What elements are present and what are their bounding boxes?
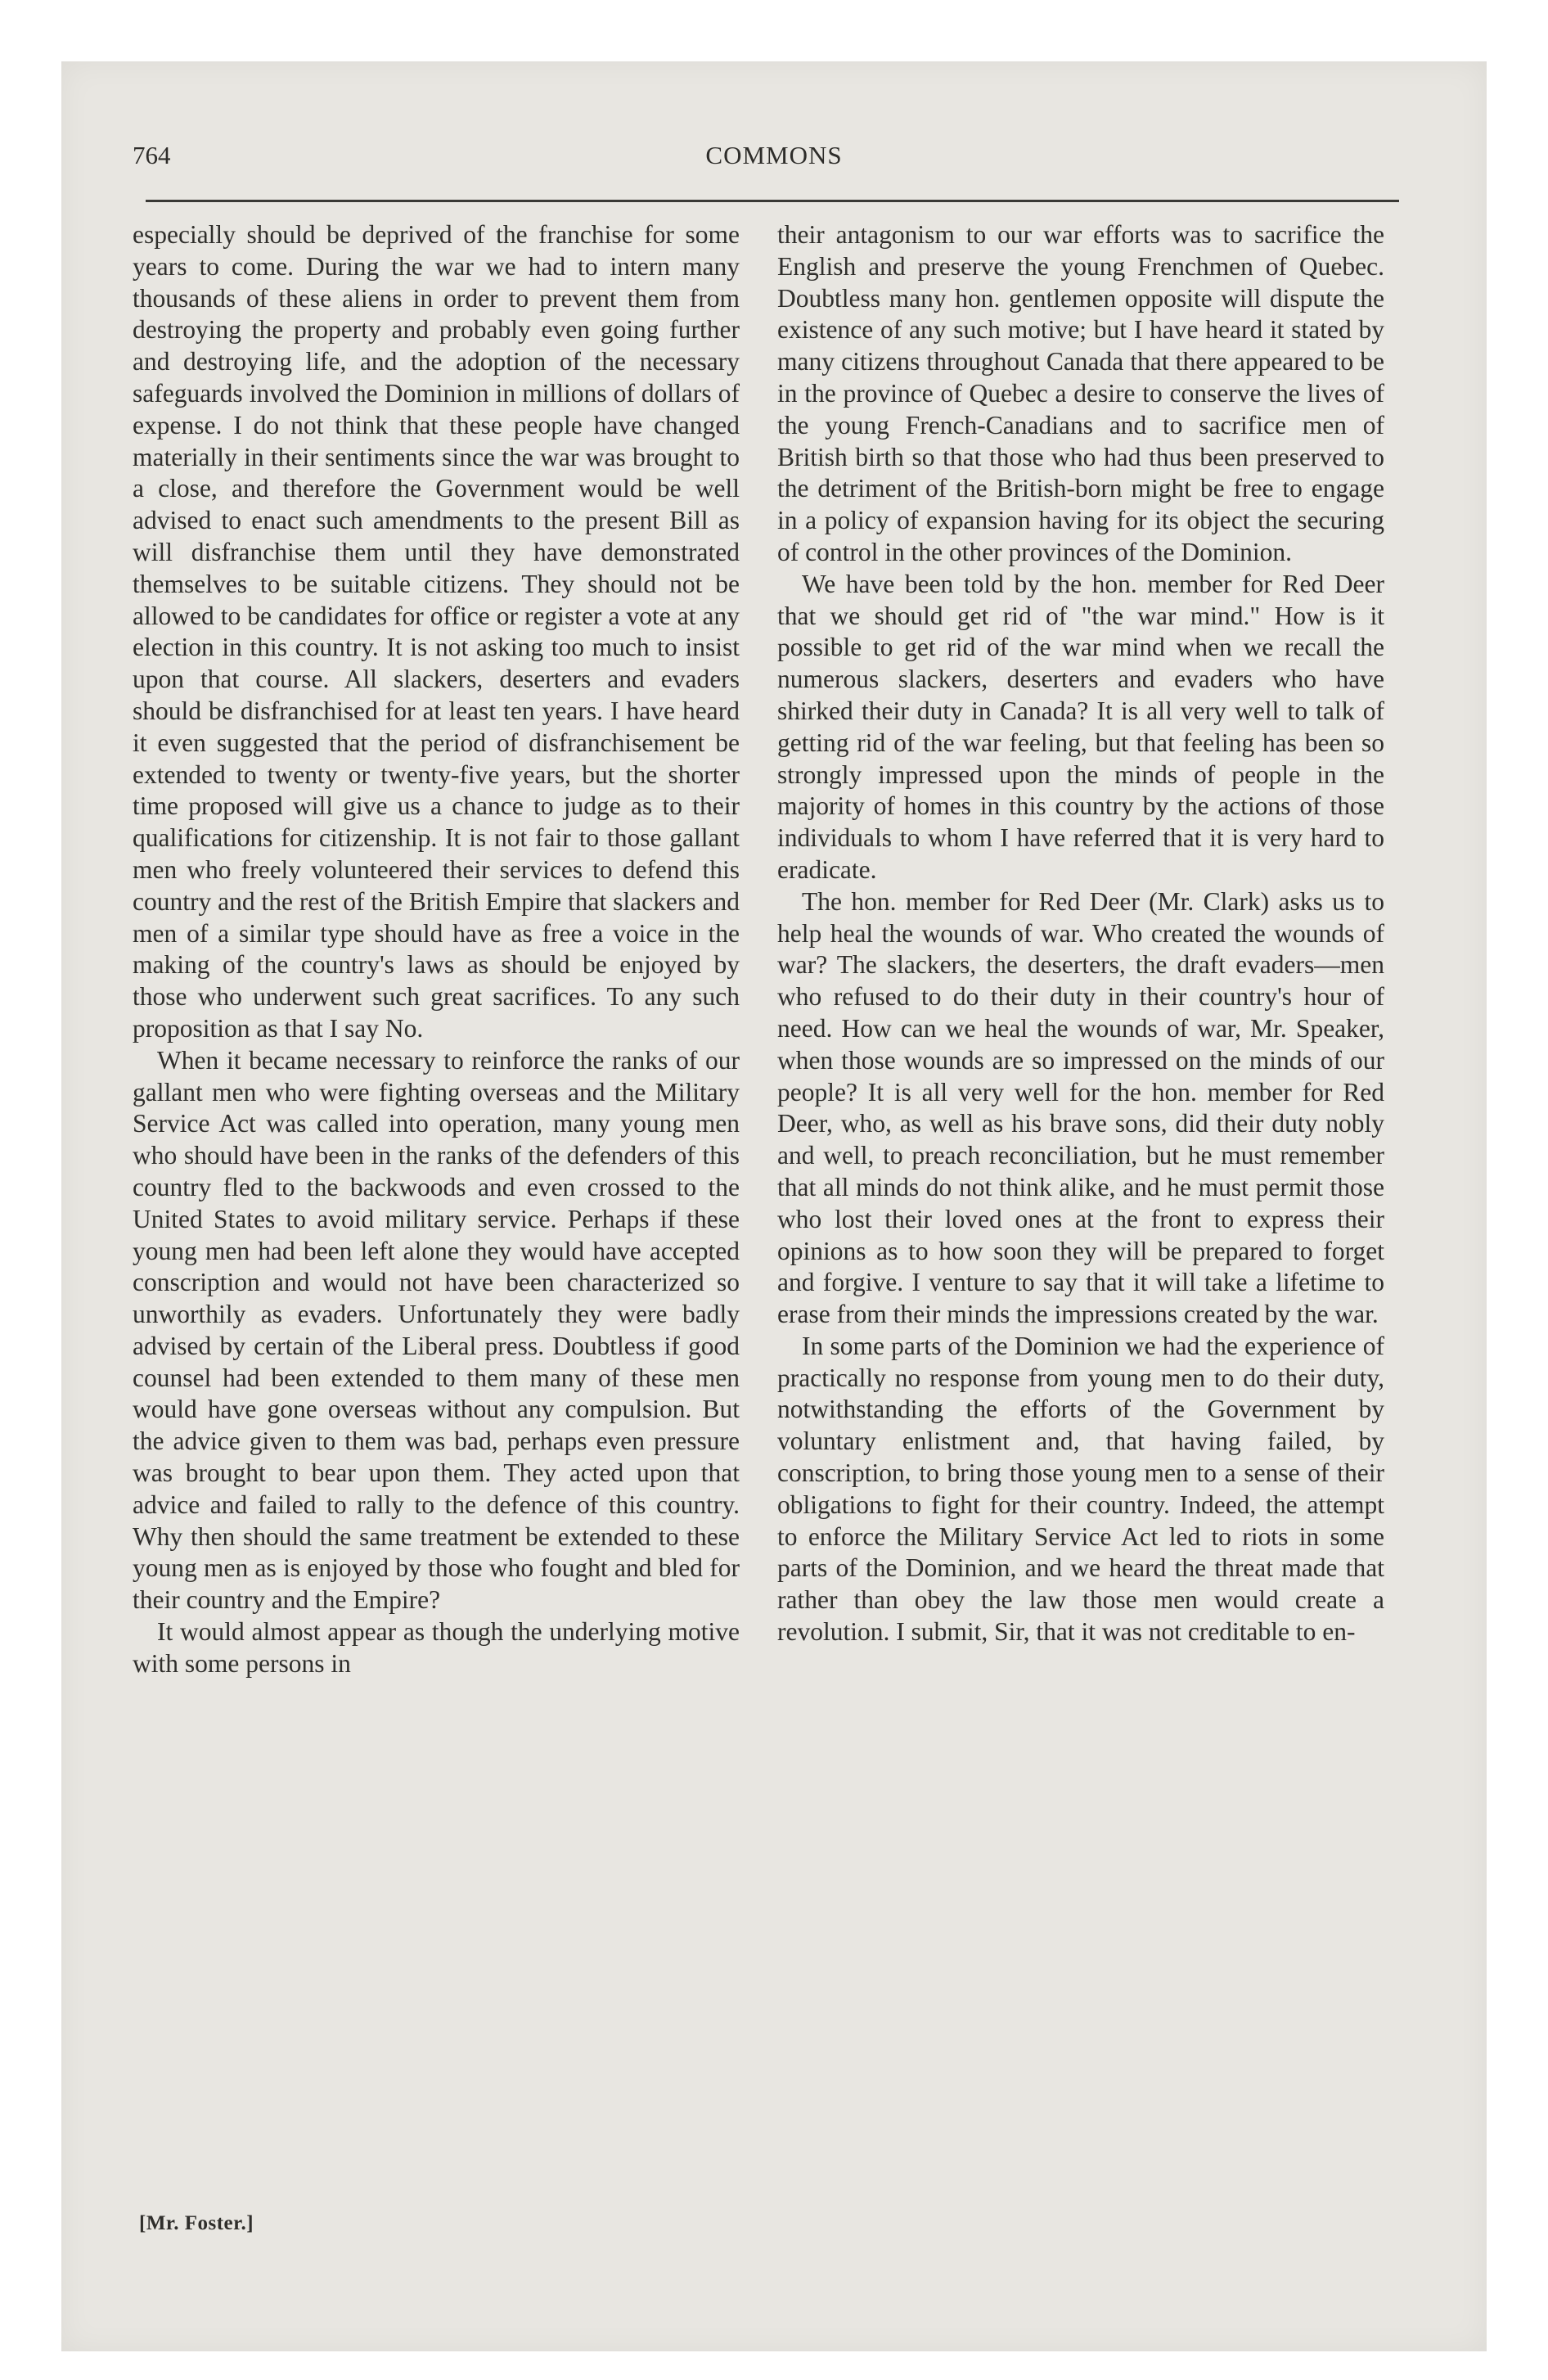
header-rule	[146, 200, 1399, 202]
paragraph: In some parts of the Dominion we had the experience of practically no response from young men to do their duty, notwithstanding the efforts of the Government by voluntary enlistment and, that having failed, by conscription, to bring those young men to a sense of their obligations to fight for their country. Indeed, the attempt to enforce the Military Service Act led to riots in some parts of the Dominion, and we heard the threat made that rather than obey the law those men would create a revolution. I submit, Sir, that it was not creditable to en-	[777, 1331, 1384, 1647]
paragraph: especially should be deprived of the franchise for some years to come. During the war we had to intern many thousands of these aliens in order to prevent them from destroying the property and probably even going further and destroying life, and the adoption of the necessary safeguards involved the Dominion in millions of dollars of expense. I do not think that these people have changed materially in their sentiments since the war was brought to a close, and therefore the Government would be well advised to enact such amendments to the present Bill as will disfranchise them until they have demonstrated themselves to be suitable citizens. They should not be allowed to be candidates for office or register a vote at any election in this country. It is not asking too much to insist upon that course. All slackers, deserters and evaders should be disfranchised for at least ten years. I have heard it even suggested that the period of disfranchisement be extended to twenty or twenty-five years, but the shorter time proposed will give us a chance to judge as to their qualifications for citizenship. It is not fair to those gallant men who freely volunteered their services to defend this country and the rest of the British Empire that slackers and men of a similar type should have as free a voice in the making of the country's laws as should be enjoyed by those who underwent such great sacrifices. To any such proposition as that I say No.	[133, 220, 740, 1043]
left-column	[133, 219, 740, 1680]
page-number: 764	[133, 141, 171, 169]
paragraph: their antagonism to our war efforts was to sacrifice the English and preserve the young Frenchmen of Quebec. Doubtless many hon. gentlemen opposite will dispute the existence of any such motive; but I have heard it stated by many citizens throughout Canada that there appeared to be in the province of Quebec a desire to conserve the lives of the young French-Canadians and to sacrifice men of British birth so that those who had thus been preserved to the detriment of the British-born might be free to engage in a policy of expansion having for its object the securing of control in the other provinces of the Dominion.	[777, 220, 1384, 566]
paragraph: We have been told by the hon. member for Red Deer that we should get rid of "the war mind." How is it possible to get rid of the war mind when we recall the numerous slackers, deserters and evaders who have shirked their duty in Canada? It is all very well to talk of getting rid of the war feeling, but that feeling has been so strongly impressed upon the minds of people in the majority of homes in this country by the actions of those individuals to whom I have referred that it is very hard to eradicate.	[777, 569, 1384, 884]
paragraph: When it became necessary to reinforce the ranks of our gallant men who were fighting overseas and the Military Service Act was called into operation, many young men who should have been in the ranks of the defenders of this country fled to the backwoods and even crossed to the United States to avoid military service. Perhaps if these young men had been left alone they would have accepted conscription and would not have been characterized so unworthily as evaders. Unfortunately they were badly advised by certain of the Liberal press. Doubtless if good counsel had been extended to them many of these men would have gone overseas without any compulsion. But the advice given to them was bad, perhaps even pressure was brought to bear upon them. They acted upon that advice and failed to rally to the defence of this country. Why then should the same treatment be extended to these young men as is enjoyed by those who fought and bled for their country and the Empire?	[133, 1045, 740, 1615]
speaker-signature: [Mr. Foster.]	[139, 2212, 254, 2234]
running-head: COMMONS	[705, 141, 843, 169]
paragraph: The hon. member for Red Deer (Mr. Clark) asks us to help heal the wounds of war. Who created the wounds of war? The slackers, the deserters, the draft evaders—men who refused to do their duty in their country's hour of need. How can we heal the wounds of war, Mr. Speaker, when those wounds are so impressed on the minds of our people? It is all very well for the hon. member for Red Deer, who, as well as his brave sons, did their duty nobly and well, to preach reconciliation, but he must remember that all minds do not think alike, and he must permit those who lost their loved ones at the front to express their opinions as to how soon they will be prepared to forget and forgive. I venture to say that it will take a lifetime to erase from their minds the impressions created by the war.	[777, 886, 1384, 1329]
right-column	[777, 219, 1384, 1648]
paragraph: It would almost appear as though the underlying motive with some persons in	[133, 1617, 740, 1678]
